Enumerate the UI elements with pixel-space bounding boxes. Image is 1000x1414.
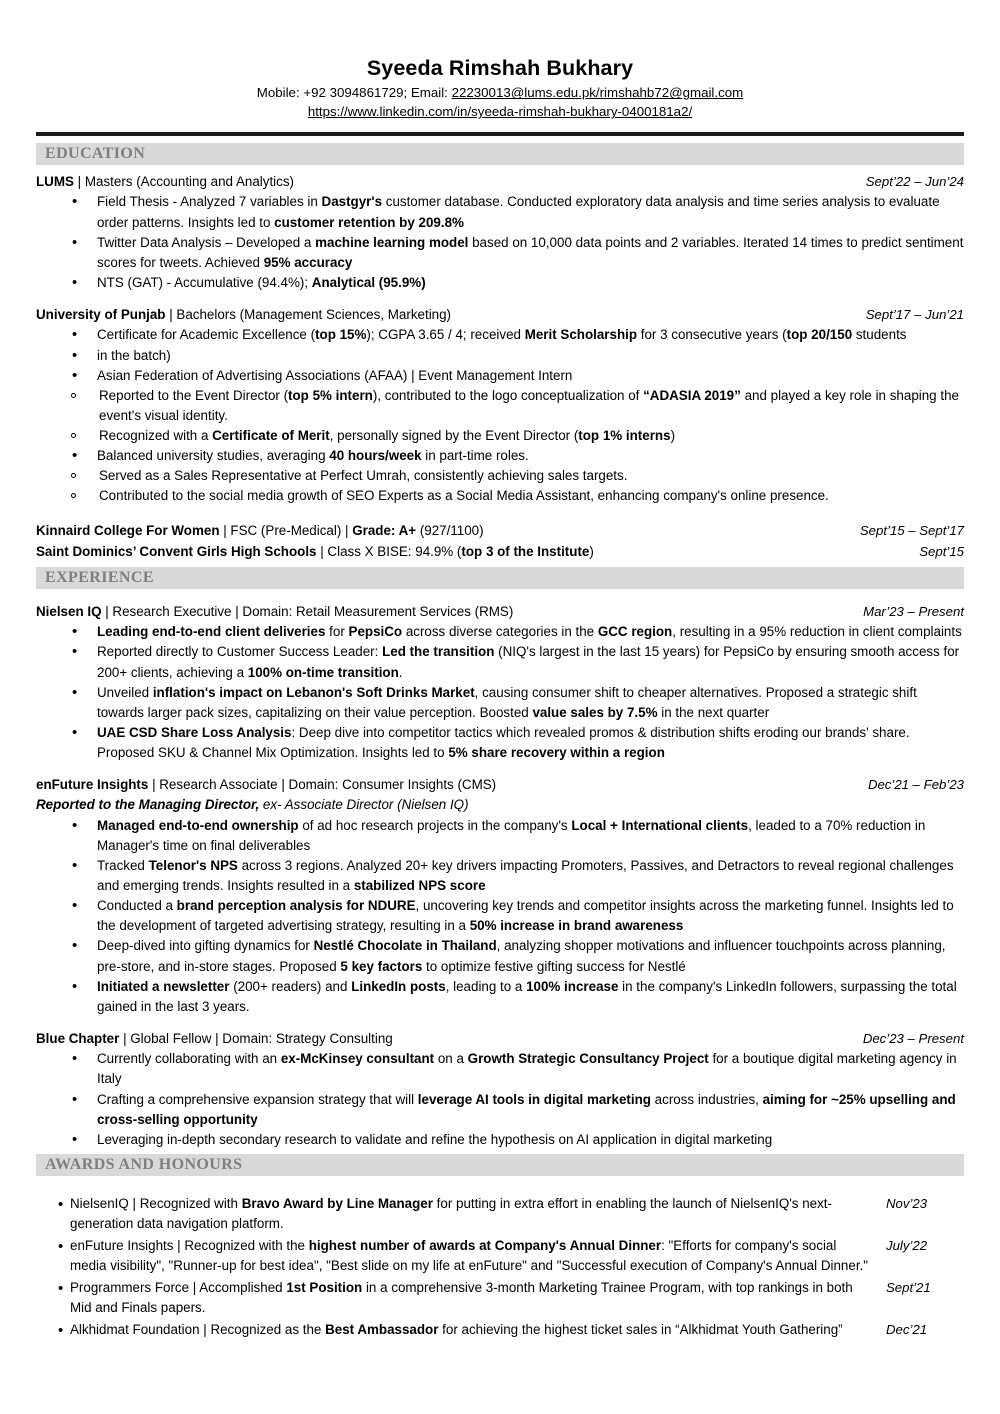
experience-bluechapter-role: | Global Fellow | Domain: Strategy Consulting bbox=[119, 1030, 393, 1046]
list-item: • in the batch) bbox=[36, 346, 964, 366]
experience-bluechapter-bullets bbox=[36, 1049, 964, 1150]
award-text: Alkhidmat Foundation | Recognized as the Best Ambassador for achieving the highest ticket sales in “Alkhidmat Youth Gathering” bbox=[70, 1322, 843, 1338]
section-header-awards bbox=[36, 1154, 964, 1176]
list-item: • Managed end-to-end ownership of ad hoc research projects in the company's Local + International clients, leaded to a 70% reduction in Manager's time on final deliverables bbox=[36, 816, 964, 856]
award-date: July’22 bbox=[886, 1238, 928, 1254]
award-text: NielsenIQ | Recognized with Bravo Award by Line Manager for putting in extra effort in enabling the launch of NielsenIQ's next- generation data navigation platform. bbox=[70, 1195, 832, 1231]
education-lums-bullets bbox=[36, 192, 964, 293]
experience-entry-blue-chapter bbox=[36, 1029, 964, 1150]
list-item: • Deep-dived into gifting dynamics for Nestlé Chocolate in Thailand, analyzing shopper motivations and influencer touchpoints across planning, pre-store, and in-store stages. Proposed 5 key factors to optimize festive gifting success for Nestlé bbox=[36, 936, 964, 976]
candidate-name: Syeeda Rimshah Bukhary bbox=[366, 56, 634, 80]
experience-nielsen-title bbox=[36, 602, 863, 622]
section-header-experience bbox=[36, 567, 964, 589]
education-saint-dominics-text: Saint Dominics’ Convent Girls High Schools | Class X BISE: 94.9% (top 3 of the Institute) bbox=[36, 544, 594, 560]
experience-bluechapter-title bbox=[36, 1029, 863, 1049]
list-item: Reported to the Event Director (top 5% intern), contributed to the logo conceptualization of “ADASIA 2019” and played a key role in shaping the event's visual identity. bbox=[36, 386, 964, 426]
education-lums-date: Sept’22 – Jun’24 bbox=[865, 174, 964, 190]
list-item bbox=[36, 1320, 964, 1343]
education-saint-dominics-date: Sept’15 bbox=[919, 544, 964, 560]
experience-enfuture-subhead: Reported to the Managing Director, ex- Associate Director (Nielsen IQ) bbox=[36, 797, 469, 813]
linkedin-link[interactable]: https://www.linkedin.com/in/syeeda-rimshah-bukhary-0400181a2/ bbox=[307, 104, 693, 120]
education-entry-saint-dominics bbox=[36, 542, 964, 563]
education-punjab-bullet-balanced bbox=[36, 446, 964, 466]
list-item: • Unveiled inflation's impact on Lebanon's Soft Drinks Market, causing consumer shift to cheaper alternatives. Proposed a strategic shift towards larger pack sizes, capitalizing on their value perception. Boosted value sales by 7.5% in the next quarter bbox=[36, 683, 964, 723]
list-item bbox=[36, 1194, 964, 1234]
education-punjab-title bbox=[36, 305, 866, 325]
list-item: • Leveraging in-depth secondary research to validate and refine the hypothesis on AI application in digital marketing bbox=[36, 1130, 964, 1150]
spacer bbox=[36, 293, 964, 304]
list-item: • Certificate for Academic Excellence (top 15%); CGPA 3.65 / 4; received Merit Scholarship for 3 consecutive years (top 20/150 students bbox=[36, 325, 964, 345]
bullet-icon: • bbox=[58, 1195, 64, 1213]
contact-line-1 bbox=[36, 84, 964, 103]
education-entry-kinnaird bbox=[36, 521, 964, 542]
award-text: Programmers Force | Accomplished 1st Position in a comprehensive 3-month Marketing Trainee Program, with top rankings in both Mid and Finals papers. bbox=[70, 1280, 853, 1316]
experience-nielsen-bullets bbox=[36, 622, 964, 763]
experience-nielsen-company: Nielsen IQ bbox=[36, 603, 102, 619]
list-item: • Balanced university studies, averaging 40 hours/week in part-time roles. bbox=[36, 446, 964, 466]
education-punjab-subbullets-parttime bbox=[36, 466, 964, 506]
spacer bbox=[36, 596, 964, 601]
bullet-icon: • bbox=[58, 1280, 64, 1298]
section-title-awards: AWARDS AND HONOURS bbox=[45, 1155, 243, 1173]
list-item: • Initiated a newsletter (200+ readers) and LinkedIn posts, leading to a 100% increase in the company's LinkedIn followers, surpassing the total gained in the last 3 years. bbox=[36, 977, 964, 1017]
list-item: • Conducted a brand perception analysis for NDURE, uncovering key trends and competitor insights across the marketing funnel. Insights led to the development of targeted advertising strategy, resulting in a 50% increase in brand awareness bbox=[36, 896, 964, 936]
contact-prefix: Mobile: +92 3094861729; Email: bbox=[256, 85, 452, 101]
list-item bbox=[36, 1278, 964, 1318]
list-item: • Currently collaborating with an ex-McKinsey consultant on a Growth Strategic Consultancy Project for a boutique digital marketing agency in Italy bbox=[36, 1049, 964, 1089]
education-punjab-date: Sept’17 – Jun’21 bbox=[865, 307, 964, 323]
awards-list bbox=[36, 1194, 964, 1343]
education-punjab-head bbox=[36, 305, 964, 325]
spacer bbox=[36, 506, 964, 521]
section-title-experience: EXPERIENCE bbox=[45, 568, 154, 586]
award-date: Sept’21 bbox=[886, 1280, 931, 1296]
experience-enfuture-title bbox=[36, 775, 868, 795]
education-lums-institution: LUMS bbox=[36, 174, 74, 190]
spacer bbox=[36, 1183, 964, 1194]
education-punjab-institution: University of Punjab bbox=[36, 307, 166, 323]
section-title-education: EDUCATION bbox=[45, 145, 146, 163]
experience-nielsen-head bbox=[36, 602, 964, 622]
bullet-icon: • bbox=[58, 1322, 64, 1340]
education-punjab-subbullets-afaa bbox=[36, 386, 964, 446]
experience-entry-enfuture bbox=[36, 775, 964, 1017]
education-punjab-degree: | Bachelors (Management Sciences, Marketing) bbox=[165, 307, 452, 323]
experience-entry-nielsen-iq bbox=[36, 602, 964, 763]
award-text: enFuture Insights | Recognized with the highest number of awards at Company's Annual Dinner: "Efforts for company's social media visibility", "Runner-up for best idea", "Best slide on my life at enFuture" and "Successful execution of Company's Annual Dinner." bbox=[70, 1238, 869, 1274]
list-item: • NTS (GAT) - Accumulative (94.4%); Analytical (95.9%) bbox=[36, 273, 964, 293]
resume-header bbox=[36, 56, 964, 122]
contact-line-2 bbox=[36, 103, 964, 122]
list-item bbox=[36, 1236, 964, 1276]
experience-nielsen-date: Mar’23 – Present bbox=[863, 603, 964, 619]
list-item: • Asian Federation of Advertising Associations (AFAA) | Event Management Intern bbox=[36, 366, 964, 386]
education-entry-lums bbox=[36, 172, 964, 293]
list-item: Recognized with a Certificate of Merit, personally signed by the Event Director (top 1% interns) bbox=[36, 426, 964, 446]
list-item: • Reported directly to Customer Success Leader: Led the transition (NIQ's largest in the last 15 years) for PepsiCo by ensuring smooth access for 200+ clients, achieving a 100% on-time transition. bbox=[36, 642, 964, 682]
list-item: • Twitter Data Analysis – Developed a machine learning model based on 10,000 data points and 2 variables. Iterated 14 times to predict sentiment scores for tweets. Achieved 95% accuracy bbox=[36, 233, 964, 273]
education-lums-title bbox=[36, 172, 866, 192]
award-date: Nov’23 bbox=[886, 1195, 928, 1211]
list-item: • Leading end-to-end client deliveries for PepsiCo across diverse categories in the GCC region, resulting in a 95% reduction in client complaints bbox=[36, 622, 964, 642]
education-punjab-bullets bbox=[36, 325, 964, 385]
experience-enfuture-head bbox=[36, 775, 964, 795]
experience-enfuture-company: enFuture Insights bbox=[36, 777, 149, 793]
experience-bluechapter-company: Blue Chapter bbox=[36, 1030, 120, 1046]
experience-enfuture-role: | Research Associate | Domain: Consumer Insights (CMS) bbox=[148, 777, 497, 793]
education-lums-head bbox=[36, 172, 964, 192]
experience-enfuture-bullets bbox=[36, 816, 964, 1017]
experience-bluechapter-date: Dec’23 – Present bbox=[862, 1030, 964, 1046]
education-kinnaird-date: Sept’15 – Sept’17 bbox=[859, 523, 964, 539]
list-item: • Crafting a comprehensive expansion strategy that will leverage AI tools in digital marketing across industries, aiming for ~25% upselling and cross-selling opportunity bbox=[36, 1090, 964, 1130]
education-entry-punjab bbox=[36, 305, 964, 506]
header-divider bbox=[36, 132, 964, 136]
list-item: Served as a Sales Representative at Perfect Umrah, consistently achieving sales targets. bbox=[36, 466, 964, 486]
section-header-education bbox=[36, 143, 964, 165]
experience-nielsen-role: | Research Executive | Domain: Retail Measurement Services (RMS) bbox=[101, 603, 514, 619]
bullet-icon: • bbox=[58, 1238, 64, 1256]
list-item: • UAE CSD Share Loss Analysis: Deep dive into competitor tactics which revealed promos & distribution shifts eroding our brands' share. Proposed SKU & Channel Mix Optimization. Insights led to 5% share recovery within a region bbox=[36, 723, 964, 763]
experience-bluechapter-head bbox=[36, 1029, 964, 1049]
list-item: Contributed to the social media growth of SEO Experts as a Social Media Assistant, enhancing company's online presence. bbox=[36, 486, 964, 506]
education-lums-degree: | Masters (Accounting and Analytics) bbox=[73, 174, 294, 190]
email-link[interactable]: 22230013@lums.edu.pk/rimshahb72@gmail.com bbox=[451, 85, 744, 101]
experience-enfuture-date: Dec’21 – Feb’23 bbox=[867, 777, 964, 793]
spacer bbox=[36, 1017, 964, 1028]
spacer bbox=[36, 763, 964, 774]
award-date: Dec’21 bbox=[886, 1322, 928, 1338]
education-kinnaird-text: Kinnaird College For Women | FSC (Pre-Medical) | Grade: A+ (927/1100) bbox=[36, 523, 484, 539]
list-item: • Tracked Telenor's NPS across 3 regions. Analyzed 20+ key drivers impacting Promoters, Passives, and Detractors to reveal regional challenges and emerging trends. Insights resulted in a stabilized NPS score bbox=[36, 856, 964, 896]
list-item: • Field Thesis - Analyzed 7 variables in Dastgyr's customer database. Conducted exploratory data analysis and time series analysis to evaluate order patterns. Insights led to customer retention by 209.8% bbox=[36, 192, 964, 232]
